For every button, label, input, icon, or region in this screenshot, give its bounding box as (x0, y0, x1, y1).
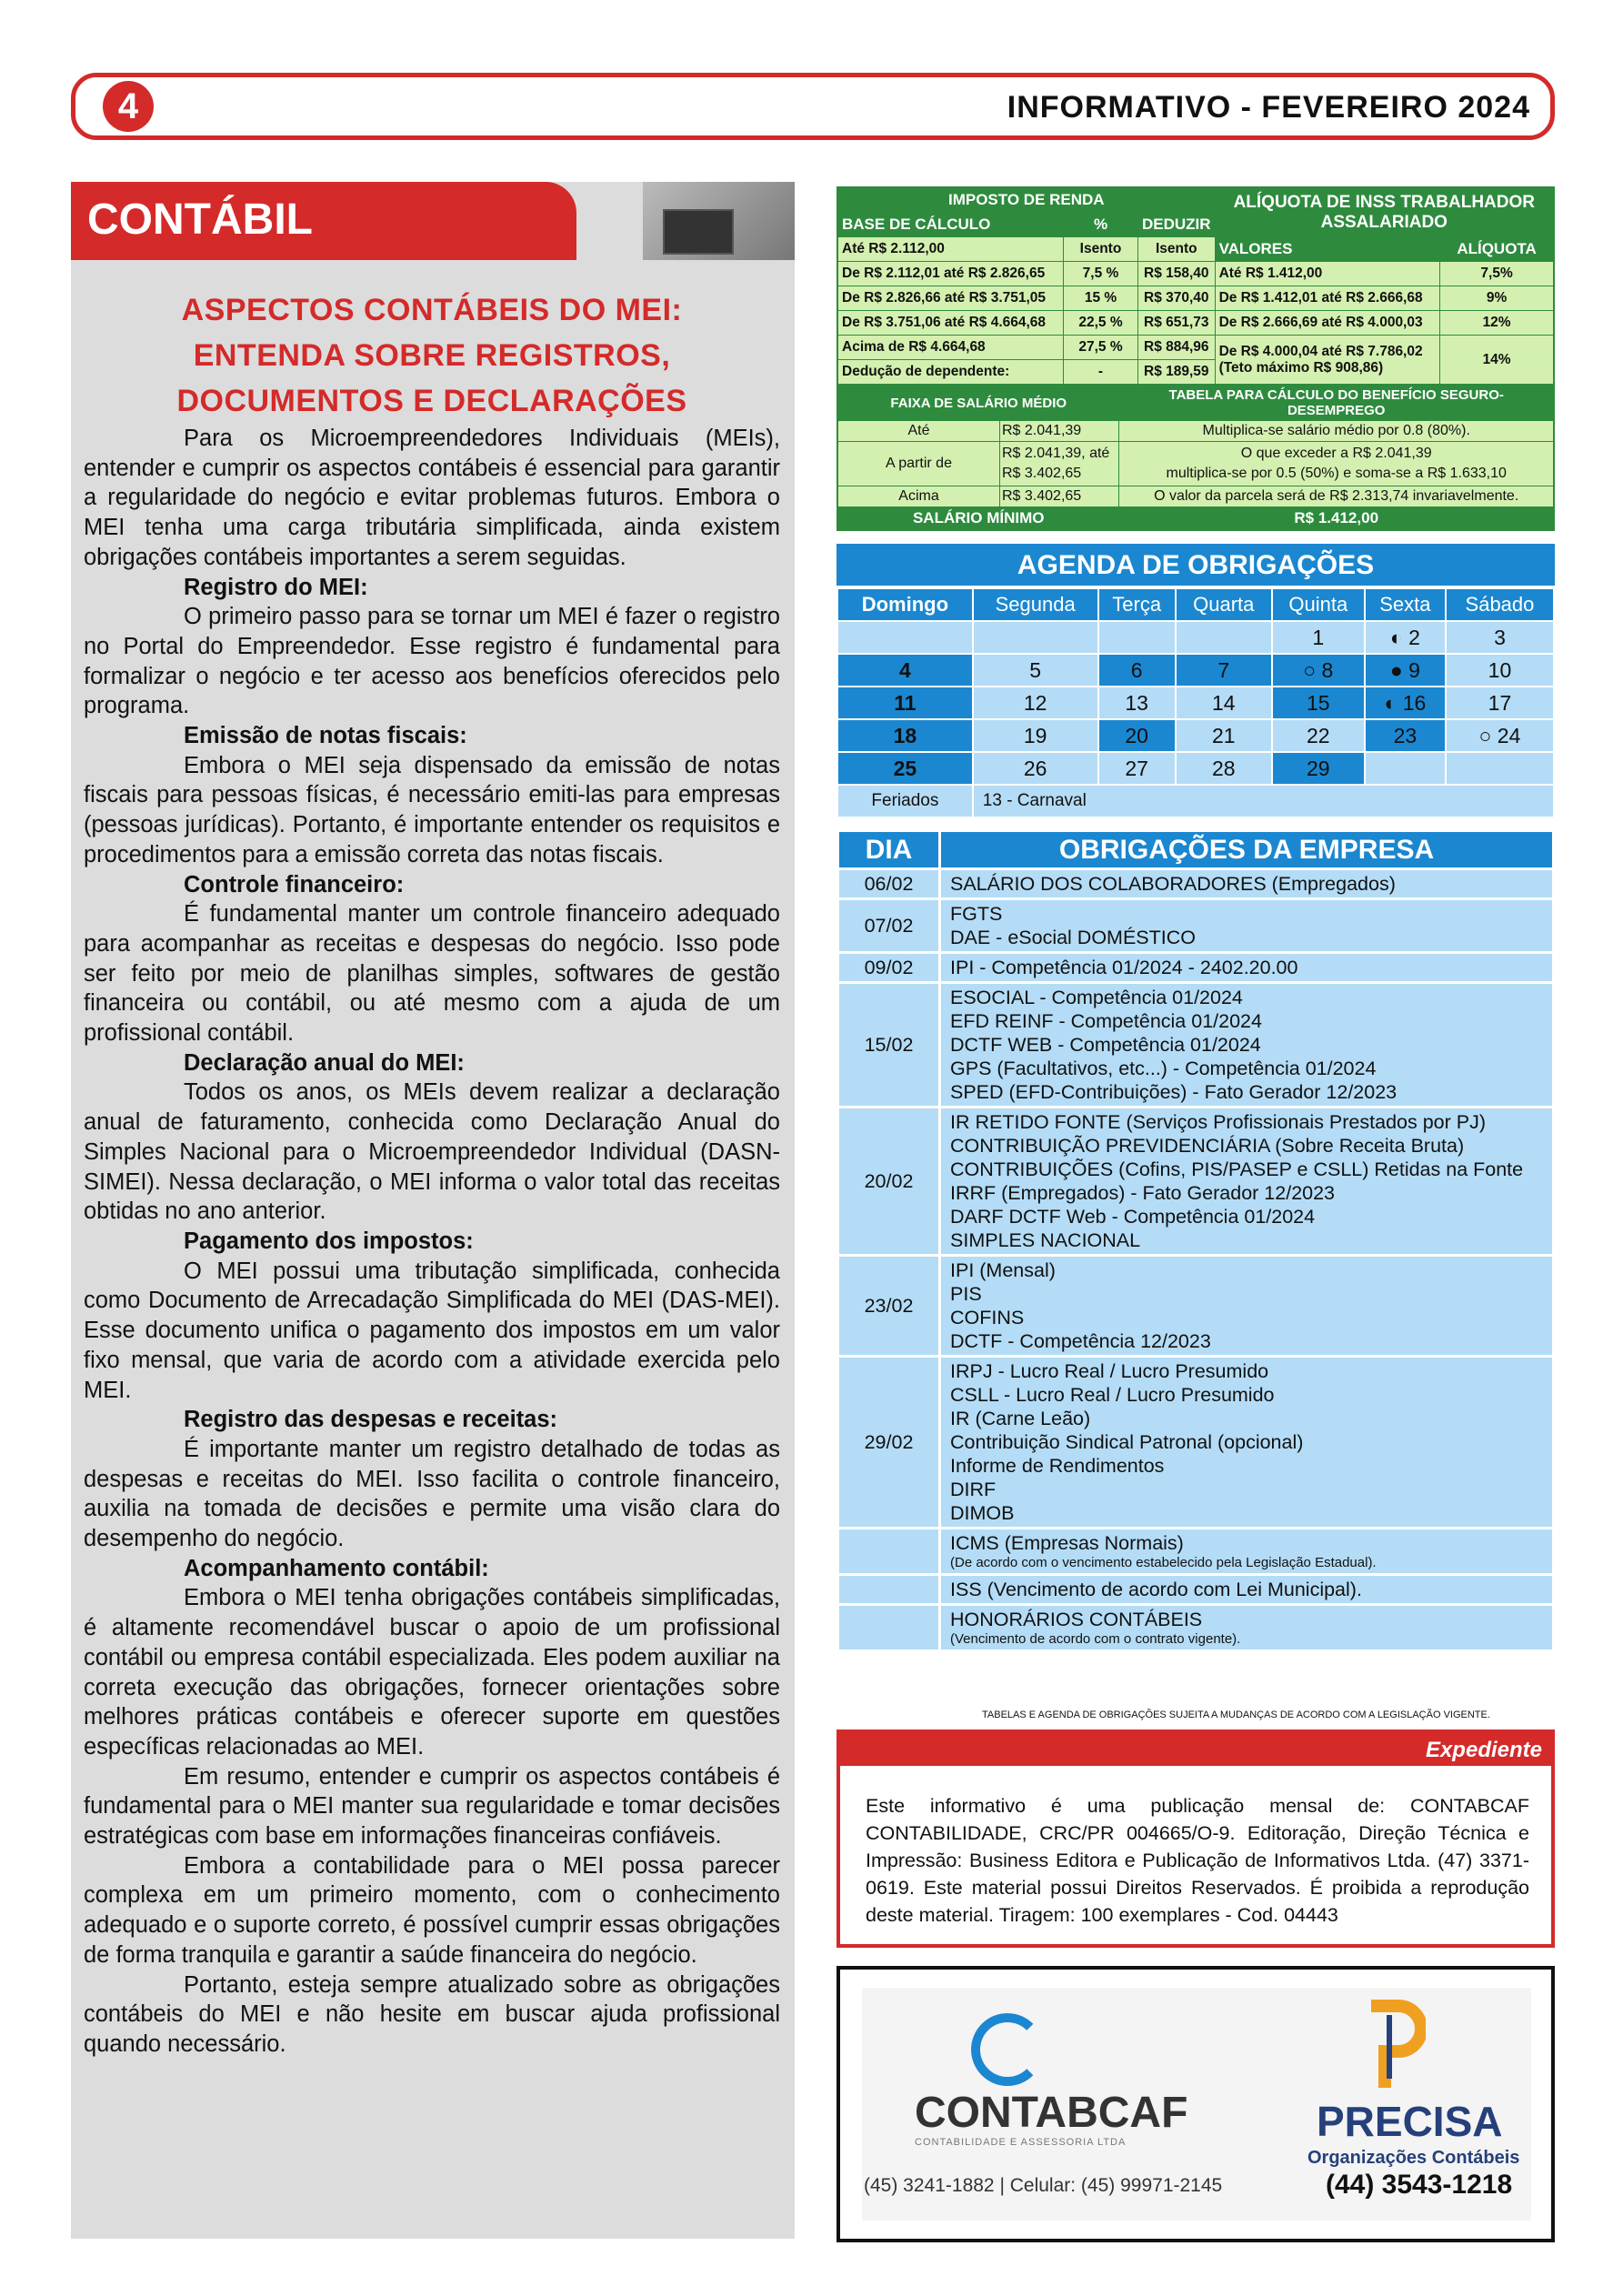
article-body (84, 424, 780, 2060)
calendar-day (1446, 752, 1554, 785)
article-title-line: ASPECTOS CONTÁBEIS DO MEI: (181, 293, 683, 327)
inss-cell: 14% (1440, 336, 1554, 385)
obligation-item: Contribuição Sindical Patronal (opcional) (950, 1431, 1304, 1453)
inss-line: (Teto máximo R$ 908,86) (1218, 359, 1384, 376)
weekday-header: Domingo (837, 588, 973, 621)
obligation-day (838, 1605, 940, 1651)
obligation-items (940, 1256, 1554, 1357)
calendar-week (837, 654, 1554, 687)
contabcaf-phone: (45) 3241-1882 | Celular: (45) 99971-2145 (864, 2175, 1223, 2196)
page-header (71, 73, 1555, 140)
ir-cell: R$ 189,59 (1138, 360, 1216, 385)
obligation-item: CONTRIBUIÇÕES (Cofins, PIS/PASEP e CSLL) Retidas na Fonte (950, 1158, 1524, 1180)
tax-tables (837, 186, 1555, 531)
calendar-day: ◐ 2 (1365, 621, 1446, 654)
inss-cell: Até R$ 1.412,00 (1215, 262, 1440, 286)
obligation-item: IRRF (Empregados) - Fato Gerador 12/2023 (950, 1182, 1336, 1204)
salario-minimo-value: R$ 1.412,00 (1119, 507, 1554, 530)
weekday-row (837, 588, 1554, 621)
calendar-day: ● 9 (1365, 654, 1446, 687)
obligation-note: (De acordo com o vencimento estabelecido pela Legislação Estadual). (950, 1555, 1377, 1570)
seguro-line: multiplica-se por 0.5 (50%) e soma-se a R$ 1.633,10 (1166, 466, 1507, 481)
obligation-item: SALÁRIO DOS COLABORADORES (Empregados) (950, 873, 1396, 895)
inss-title: ALÍQUOTA DE INSS TRABALHADOR ASSALARIADO (1215, 188, 1553, 237)
ir-row (838, 311, 1554, 336)
calendar-day: 4 (837, 654, 973, 687)
calculator-photo (643, 182, 795, 260)
obligation-day: 07/02 (838, 899, 940, 953)
obligation-items (940, 899, 1554, 953)
obligation-items (940, 953, 1554, 983)
seguro-cell: Até (838, 421, 1000, 442)
article-title-line: DOCUMENTOS E DECLARAÇÕES (176, 384, 687, 418)
inss-col-aliq: ALÍQUOTA (1440, 237, 1554, 262)
ir-col-ded: DEDUZIR (1138, 213, 1216, 237)
obligation-day (838, 1575, 940, 1605)
calendar-day: 7 (1176, 654, 1272, 687)
obligation-items (940, 983, 1554, 1108)
page-number: 4 (103, 81, 154, 132)
calendar-day: 18 (837, 719, 973, 752)
calendar-day: 19 (973, 719, 1098, 752)
weekday-header: Quinta (1272, 588, 1365, 621)
obligation-item: Informe de Rendimentos (950, 1455, 1165, 1477)
ir-cell: Isento (1064, 237, 1138, 262)
calendar-week (837, 719, 1554, 752)
article-subheading: Registro das despesas e receitas: (184, 1407, 558, 1433)
obligation-item: SPED (EFD-Contribuições) - Fato Gerador 12/2023 (950, 1081, 1398, 1103)
inss-cell: De R$ 2.666,69 até R$ 4.000,03 (1215, 311, 1440, 336)
precisa-phone: (44) 3543-1218 (1326, 2170, 1513, 2200)
obligation-row (838, 953, 1554, 983)
obligation-item: EFD REINF - Competência 01/2024 (950, 1010, 1262, 1032)
inss-line: De R$ 4.000,04 até R$ 7.786,02 (1218, 343, 1423, 359)
calendar-week (837, 621, 1554, 654)
income-tax-table (837, 187, 1554, 385)
obligation-item: IR (Carne Leão) (950, 1408, 1091, 1429)
calendar-day: ○ 24 (1446, 719, 1554, 752)
sponsor-box (837, 1966, 1555, 2242)
ir-cell: De R$ 2.826,66 até R$ 3.751,05 (838, 286, 1064, 311)
contabcaf-logo-icon (971, 2013, 1044, 2086)
obligation-item: IPI - Competência 01/2024 - 2402.20.00 (950, 957, 1298, 978)
calendar-day: 27 (1098, 752, 1176, 785)
obligation-day: 23/02 (838, 1256, 940, 1357)
article-paragraph: Todos os anos, os MEIs devem realizar a declaração anual de faturamento, conhecida como Declaração Anual do Simples Nacional para o Microempreendedor Individual (DASN-SIMEI). Nessa declaração, o MEI informa o valor total das receitas obtidas no ano anterior. (84, 1079, 780, 1225)
article-paragraph: Embora a contabilidade para o MEI possa parecer complexa em um primeiro momento, com o conhecimento adequado e o suporte correto, é possível cumprir essas obrigações de forma tranquila e garantir a saúde financeira do negócio. (84, 1852, 780, 1968)
calendar-day (837, 621, 973, 654)
inss-col-val: VALORES (1215, 237, 1440, 262)
obligation-row (838, 983, 1554, 1108)
seguro-cell: A partir de (838, 442, 1000, 486)
weekday-header: Terça (1098, 588, 1176, 621)
ir-cell: - (1064, 360, 1138, 385)
obligation-item: DCTF - Competência 12/2023 (950, 1330, 1211, 1352)
obligation-note: (Vencimento de acordo com o contrato vigente). (950, 1631, 1241, 1647)
feriados-value: 13 - Carnaval (973, 785, 1554, 817)
seguro-cell: O valor da parcela será de R$ 2.313,74 invariavelmente. (1119, 486, 1554, 507)
obligation-items (940, 1108, 1554, 1256)
inss-cell (1215, 336, 1440, 385)
calendar-day: 3 (1446, 621, 1554, 654)
seguro-cell: Multiplica-se salário médio por 0.8 (80%). (1119, 421, 1554, 442)
seguro-h2: TABELA PARA CÁLCULO DO BENEFÍCIO SEGURO-DESEMPREGO (1119, 386, 1554, 421)
ir-col-pct: % (1064, 213, 1138, 237)
article (84, 287, 780, 2060)
article-subheading: Pagamento dos impostos: (184, 1228, 474, 1254)
obligation-items (940, 1529, 1554, 1575)
article-subheading: Registro do MEI: (184, 574, 368, 600)
ir-cell: Dedução de dependente: (838, 360, 1064, 385)
inss-cell: 12% (1440, 311, 1554, 336)
ir-cell: Acima de R$ 4.664,68 (838, 336, 1064, 360)
obligation-row (838, 899, 1554, 953)
weekday-header: Sábado (1446, 588, 1554, 621)
ir-cell: 15 % (1064, 286, 1138, 311)
article-title (84, 287, 780, 424)
agenda-title: AGENDA DE OBRIGAÇÕES (837, 544, 1555, 587)
obligation-row (838, 1529, 1554, 1575)
ir-row (838, 262, 1554, 286)
inss-cell: 9% (1440, 286, 1554, 311)
calendar-day: 15 (1272, 687, 1365, 719)
obligation-day: 09/02 (838, 953, 940, 983)
weekday-header: Quarta (1176, 588, 1272, 621)
calendar-day: 14 (1176, 687, 1272, 719)
obligation-item: IR RETIDO FONTE (Serviços Profissionais Prestados por PJ) (950, 1111, 1487, 1133)
obligation-item: IPI (Mensal) (950, 1259, 1056, 1281)
unemployment-table (837, 385, 1554, 530)
article-subheading: Declaração anual do MEI: (184, 1049, 465, 1076)
obligation-item: CSLL - Lucro Real / Lucro Presumido (950, 1384, 1275, 1406)
obligation-item: ESOCIAL - Competência 01/2024 (950, 987, 1243, 1008)
obligation-items (940, 1575, 1554, 1605)
article-paragraph: Portanto, esteja sempre atualizado sobre as obrigações contábeis do MEI e não hesite em buscar ajuda profissional quando necessário. (84, 1971, 780, 2057)
calendar-day: 1 (1272, 621, 1365, 654)
obligation-row (838, 1108, 1554, 1256)
ir-cell: De R$ 3.751,06 até R$ 4.664,68 (838, 311, 1064, 336)
calendar-day: 26 (973, 752, 1098, 785)
calendar-day: 23 (1365, 719, 1446, 752)
obligation-item: CONTRIBUIÇÃO PREVIDENCIÁRIA (Sobre Receita Bruta) (950, 1135, 1465, 1157)
obligation-item: DIRF (950, 1479, 997, 1500)
calendar-day (1176, 621, 1272, 654)
calendar-day (1365, 752, 1446, 785)
calendar-day: 10 (1446, 654, 1554, 687)
calendar-day (1098, 621, 1176, 654)
obligation-row (838, 1605, 1554, 1651)
obligation-item: DCTF WEB - Competência 01/2024 (950, 1034, 1261, 1056)
calendar-day: 25 (837, 752, 973, 785)
article-paragraph: É importante manter um registro detalhado de todas as despesas e receitas do MEI. Isso facilita o controle financeiro, auxilia na tomada de decisões e permite uma visão clara do desempenho do negócio. (84, 1436, 780, 1552)
ir-title: IMPOSTO DE RENDA (838, 188, 1216, 213)
calendar-day: 28 (1176, 752, 1272, 785)
article-paragraph: É fundamental manter um controle financeiro adequado para acompanhar as receitas e despesas do negócio. Isso pode ser feito por meio de planilhas simples, softwares de gestão financeira ou contábil, ou até mesmo com a ajuda de um profissional contábil. (84, 901, 780, 1047)
obligation-item: PIS (950, 1283, 982, 1305)
article-paragraph: O primeiro passo para se tornar um MEI é fazer o registro no Portal do Empreendedor. Esse registro é fundamental para formalizar o negócio e ter acesso aos benefícios oferecidos pelo programa. (84, 604, 780, 719)
calendar-table (837, 587, 1555, 818)
article-paragraph: Para os Microempreendedores Individuais (MEIs), entender e cumprir os aspectos contábeis é essencial para garantir a regularidade do negócio e evitar problemas futuros. Embora o MEI tenha uma carga tributária simplificada, ainda existem obrigações contábeis importantes a serem seguidas. (84, 426, 780, 570)
obligation-item: ICMS (Empresas Normais) (950, 1532, 1184, 1554)
obligation-day: 06/02 (838, 869, 940, 899)
obligation-item: ISS (Vencimento de acordo com Lei Municipal). (950, 1579, 1362, 1600)
section-tab (71, 182, 576, 260)
inss-cell: 7,5% (1440, 262, 1554, 286)
article-title-line: ENTENDA SOBRE REGISTROS, (193, 338, 671, 373)
seguro-line: R$ 2.041,39, até (1002, 446, 1110, 461)
seguro-line: O que exceder a R$ 2.041,39 (1240, 446, 1432, 461)
obligation-day (838, 1529, 940, 1575)
obligation-item: DAE - eSocial DOMÉSTICO (950, 927, 1196, 948)
article-subheading: Emissão de notas fiscais: (184, 723, 467, 749)
calendar-day: 13 (1098, 687, 1176, 719)
ir-cell: R$ 884,96 (1138, 336, 1216, 360)
weekday-header: Sexta (1365, 588, 1446, 621)
calendar-day: ○ 8 (1272, 654, 1365, 687)
sponsor-logos (862, 1988, 1531, 2221)
ir-cell: 22,5 % (1064, 311, 1138, 336)
obligation-row (838, 1256, 1554, 1357)
ir-row (838, 336, 1554, 360)
obligation-day: 15/02 (838, 983, 940, 1108)
calendar-day: ◐ 16 (1365, 687, 1446, 719)
feriados-label: Feriados (837, 785, 973, 817)
calendar-day: 12 (973, 687, 1098, 719)
expediente-title: Expediente (840, 1733, 1551, 1766)
seguro-cell (1000, 442, 1119, 486)
ir-row (838, 286, 1554, 311)
ir-cell: R$ 651,73 (1138, 311, 1216, 336)
ir-cell: Até R$ 2.112,00 (838, 237, 1064, 262)
obligation-item: DIMOB (950, 1502, 1015, 1524)
obligation-day: 29/02 (838, 1357, 940, 1529)
article-paragraph: Embora o MEI seja dispensado da emissão de notas fiscais para pessoas físicas, é necessário emiti-las para empresas (pessoas jurídicas). Portanto, é importante entender os requisitos e procedimentos para a emissão correta das notas fiscais. (84, 752, 780, 867)
ir-cell: 7,5 % (1064, 262, 1138, 286)
obligations-table (837, 829, 1555, 1652)
contabcaf-name: CONTABCAF (915, 2089, 1188, 2137)
obligation-item: COFINS (950, 1307, 1025, 1328)
seguro-h1: FAIXA DE SALÁRIO MÉDIO (838, 386, 1119, 421)
obligation-item: HONORÁRIOS CONTÁBEIS (950, 1609, 1203, 1630)
seguro-cell: R$ 3.402,65 (1000, 486, 1119, 507)
expediente-text: Este informativo é uma publicação mensal de: CONTABCAF CONTABILIDADE, CRC/PR 004665/O-9. Editoração, Direção Técnica e Impressão: Business Editora e Publicação de Informativos Ltda. (47) 3371-0619. Este material possui Direitos Reservados. É proibida a reprodução deste material. Tiragem: 100 exemplares - Cod. 04443 (866, 1795, 1529, 1926)
obligations (837, 829, 1555, 1652)
weekday-header: Segunda (973, 588, 1098, 621)
calendar-week (837, 752, 1554, 785)
section-title: CONTÁBIL (87, 196, 313, 244)
ir-cell: Isento (1138, 237, 1216, 262)
precisa-logo-icon (1353, 1997, 1426, 2097)
calendar-day: 5 (973, 654, 1098, 687)
obligation-row (838, 869, 1554, 899)
article-paragraph: Em resumo, entender e cumprir os aspectos contábeis é fundamental para o MEI manter sua regularidade e tomar decisões estratégicas com base em informações financeiras confiáveis. (84, 1763, 780, 1850)
newsletter-title: INFORMATIVO - FEVEREIRO 2024 (1007, 90, 1530, 125)
calendar-day: 11 (837, 687, 973, 719)
ir-cell: 27,5 % (1064, 336, 1138, 360)
obligation-item: SIMPLES NACIONAL (950, 1229, 1141, 1251)
col-obrigacoes: OBRIGAÇÕES DA EMPRESA (940, 831, 1554, 869)
agenda (837, 544, 1555, 818)
seguro-cell (1119, 442, 1554, 486)
calendar-day: 17 (1446, 687, 1554, 719)
ir-cell: R$ 370,40 (1138, 286, 1216, 311)
calendar-day: 29 (1272, 752, 1365, 785)
calculator-keypad-icon (663, 209, 734, 255)
article-paragraph: O MEI possui uma tributação simplificada, conhecida como Documento de Arrecadação Simplificada do MEI (DAS-MEI). Esse documento unifica o pagamento dos impostos em um valor fixo mensal, que varia de acordo com a atividade exercida pelo MEI. (84, 1258, 780, 1403)
expediente-box (837, 1730, 1555, 1948)
ir-col-base: BASE DE CÁLCULO (838, 213, 1064, 237)
obligation-items (940, 1357, 1554, 1529)
calendar-day: 22 (1272, 719, 1365, 752)
obligation-item: GPS (Facultativos, etc...) - Competência 01/2024 (950, 1058, 1377, 1079)
precisa-sub: Organizações Contábeis (1307, 2148, 1520, 2168)
obligation-row (838, 1357, 1554, 1529)
article-paragraph: Embora o MEI tenha obrigações contábeis simplificadas, é altamente recomendável buscar o apoio de um profissional contábil ou empresa contábil especializada. Eles podem auxiliar na correta execução das obrigações, fornecer orientações sobre melhores práticas contábeis e oferecer suporte em questões específicas relacionadas ao MEI. (84, 1585, 780, 1760)
calendar-day (973, 621, 1098, 654)
calendar-week (837, 687, 1554, 719)
obligation-day: 20/02 (838, 1108, 940, 1256)
article-subheading: Controle financeiro: (184, 871, 405, 897)
ir-row (838, 237, 1554, 262)
seguro-cell: Acima (838, 486, 1000, 507)
article-subheading: Acompanhamento contábil: (184, 1555, 489, 1581)
calendar-day: 21 (1176, 719, 1272, 752)
calendar-day: 6 (1098, 654, 1176, 687)
precisa-name: PRECISA (1317, 2098, 1503, 2145)
calendar-day: 20 (1098, 719, 1176, 752)
obligation-item: DARF DCTF Web - Competência 01/2024 (950, 1206, 1316, 1228)
obligation-items (940, 1605, 1554, 1651)
obligation-item: FGTS (950, 903, 1003, 925)
ir-cell: R$ 158,40 (1138, 262, 1216, 286)
inss-cell: De R$ 1.412,01 até R$ 2.666,68 (1215, 286, 1440, 311)
tables-note: TABELAS E AGENDA DE OBRIGAÇÕES SUJEITA A MUDANÇAS DE ACORDO COM A LEGISLAÇÃO VIGENTE. (982, 1709, 1490, 1720)
salario-minimo-label: SALÁRIO MÍNIMO (838, 507, 1119, 530)
contabcaf-sub: CONTABILIDADE E ASSESSORIA LTDA (915, 2137, 1127, 2148)
col-dia: DIA (838, 831, 940, 869)
obligation-items (940, 869, 1554, 899)
seguro-cell: R$ 2.041,39 (1000, 421, 1119, 442)
obligation-item: IRPJ - Lucro Real / Lucro Presumido (950, 1360, 1269, 1382)
seguro-line: R$ 3.402,65 (1002, 466, 1082, 481)
obligation-row (838, 1575, 1554, 1605)
ir-cell: De R$ 2.112,01 até R$ 2.826,65 (838, 262, 1064, 286)
